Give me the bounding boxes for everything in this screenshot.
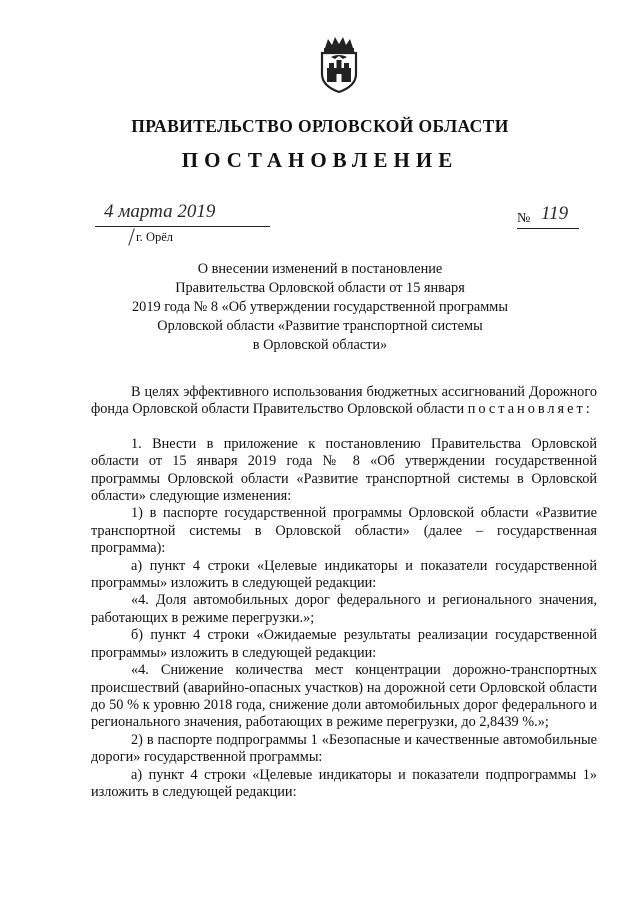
body-paragraph: а) пункт 4 строки «Целевые индикаторы и показатели государственной программы» изложить в следующей редакции:: [91, 557, 597, 592]
document-subject: [120, 260, 520, 355]
city-label: г. Орёл: [136, 230, 174, 244]
city-divider: [128, 228, 135, 245]
number-label: №: [517, 211, 531, 226]
subject-line: О внесении изменений в постановление: [197, 261, 443, 277]
preamble-paragraph: [91, 384, 597, 419]
document-type-title: ПОСТАНОВЛЕНИЕ: [181, 148, 459, 172]
body-paragraph: 1) в паспорте государственной программы Орловской области «Развитие транспортной системы в Орловской области» (далее – государственная программа):: [91, 505, 597, 557]
body-paragraph: а) пункт 4 строки «Целевые индикаторы и показатели подпрограммы 1» изложить в следующей редакции:: [91, 766, 597, 800]
document-body: [91, 384, 597, 801]
body-paragraph: 1. Внести в приложение к постановлению Правительства Орловской области от 15 января 2019 года № 8 «Об утверждении государственной программы Орловской области «Развитие транспортной системы в Орловской области» следующие изменения:: [91, 435, 597, 505]
number-underline: [517, 228, 579, 229]
body-paragraph: б) пункт 4 строки «Ожидаемые результаты реализации государственной программы» изложить в следующей редакции:: [91, 627, 597, 661]
coat-of-arms-icon: [316, 36, 362, 94]
subject-line: 2019 года № 8 «Об утверждении государственной программы: [132, 299, 508, 315]
date-underline: [95, 226, 270, 227]
handwritten-date: 4 марта 2019: [104, 201, 216, 222]
subject-line: в Орловской области»: [252, 337, 388, 353]
subject-line: Правительства Орловской области от 15 января: [175, 280, 465, 296]
body-paragraph: «4. Доля автомобильных дорог федерального и регионального значения, работающих в режиме перегрузки.»;: [91, 592, 597, 626]
preamble-verb: постановляет:: [467, 401, 593, 418]
government-name: ПРАВИТЕЛЬСТВО ОРЛОВСКОЙ ОБЛАСТИ: [131, 116, 509, 136]
subject-line: Орловской области «Развитие транспортной системы: [157, 318, 483, 334]
body-paragraph: «4. Снижение количества мест концентрации дорожно-транспортных происшествий (аварийно-опасных участков) на дорожной сети Орловской области до 50 % к уровню 2018 года, снижение доли автомобильных дорог федерального и регионального значения, работающих в режиме перегрузки, до 2,8439 %.»;: [91, 662, 597, 731]
preamble-text: В целях эффективного использования бюджетных ассигнований Дорожного фонда Орловской области Правительство Орловской области: [91, 384, 597, 418]
handwritten-number: 119: [541, 203, 569, 224]
body-paragraph: 2) в паспорте подпрограммы 1 «Безопасные и качественные автомобильные дороги» государственной программы:: [91, 731, 597, 766]
